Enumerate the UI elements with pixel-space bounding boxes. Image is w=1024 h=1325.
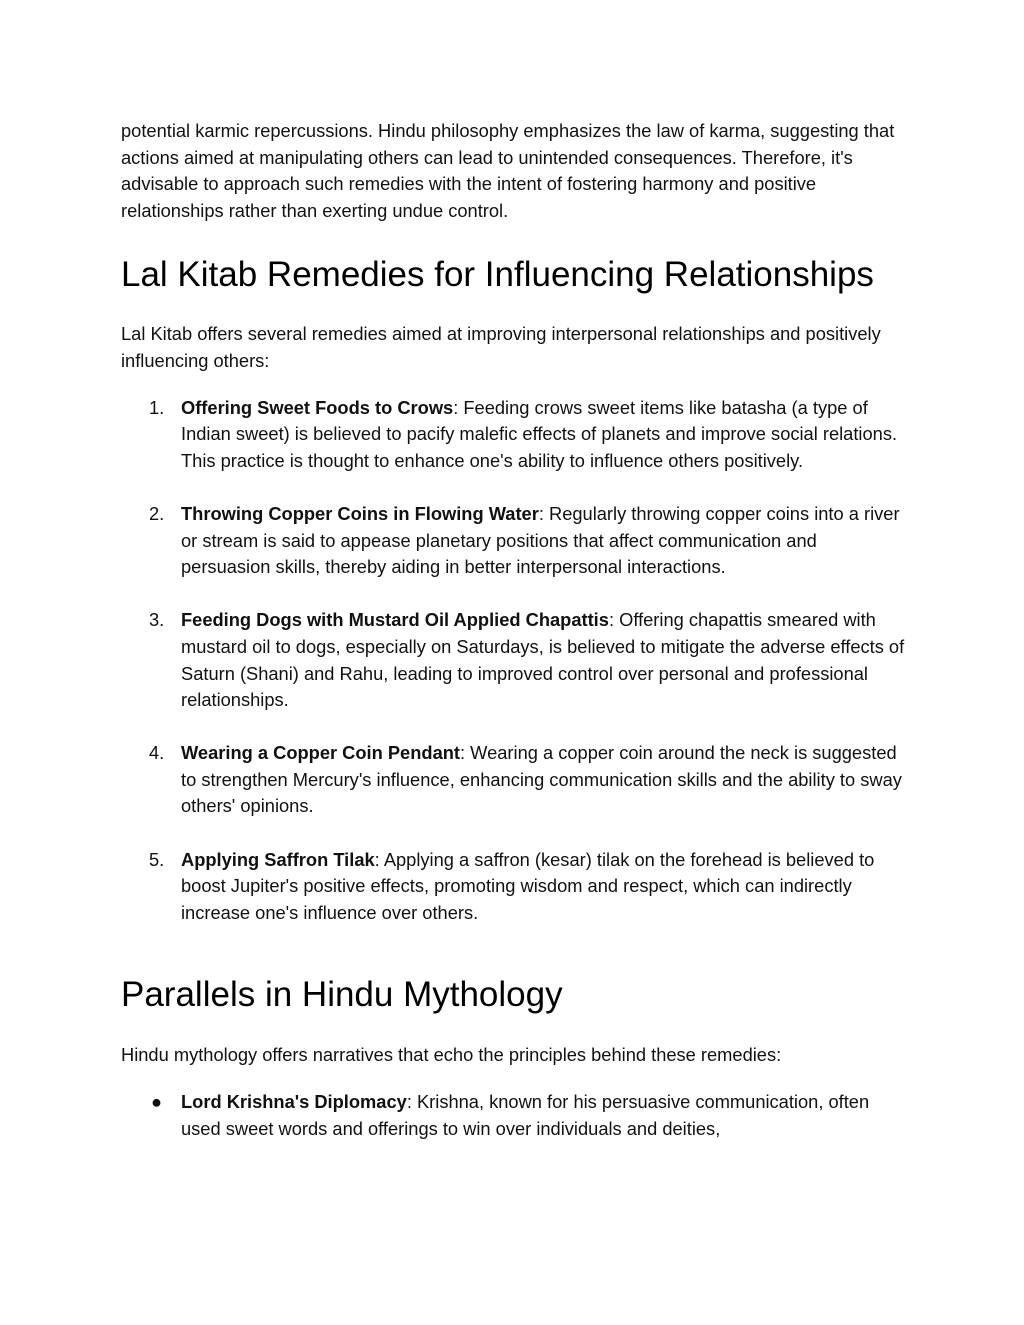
- list-item-text: : Applying a saffron (kesar) tilak on the forehead is believed to boost Jupiter's positive effects, promoting wisdom and respect, which can indirectly increase one's influence over others.: [181, 848, 875, 923]
- list-item: [121, 847, 911, 927]
- list-item-title: Offering Sweet Foods to Crows: [181, 396, 454, 418]
- list-item-text: : Krishna, known for his persuasive communication, often used sweet words and offerings to win over individuals and deities,: [181, 1091, 870, 1139]
- list-item: [121, 740, 911, 820]
- remedies-list: [121, 395, 911, 927]
- list-item: [121, 501, 911, 581]
- document-page: [121, 118, 911, 1142]
- bullet-icon: ●: [151, 1091, 163, 1113]
- list-item-text: : Offering chapattis smeared with mustard oil to dogs, especially on Saturdays, is believed to mitigate the adverse effects of Saturn (Shani) and Rahu, leading to improved control over personal and professional relationships.: [181, 609, 905, 711]
- list-number: 3.: [149, 609, 165, 631]
- list-item-text: : Regularly throwing copper coins into a river or stream is said to appease planetary positions that affect communication and persuasion skills, thereby aiding in better interpersonal interactions.: [181, 502, 900, 578]
- list-number: 1.: [149, 396, 165, 418]
- list-item-title: Feeding Dogs with Mustard Oil Applied Chapattis: [181, 609, 609, 631]
- list-item-title: Lord Krishna's Diplomacy: [181, 1091, 407, 1113]
- list-item-text: : Feeding crows sweet items like batasha (a type of Indian sweet) is believed to pacify malefic effects of planets and improve social relations. This practice is thought to enhance one's ability to influence others positively.: [181, 396, 898, 471]
- remedies-lead-paragraph: Lal Kitab offers several remedies aimed at improving interpersonal relationships and positively influencing others:: [121, 323, 881, 371]
- list-number: 5.: [149, 848, 165, 870]
- list-item: [121, 607, 911, 713]
- list-item-title: Applying Saffron Tilak: [181, 848, 375, 870]
- intro-paragraph: potential karmic repercussions. Hindu philosophy emphasizes the law of karma, suggesting that actions aimed at manipulating others can lead to unintended consequences. Therefore, it's advisable to approach such remedies with the intent of fostering harmony and positive relationships rather than exerting undue control.: [121, 120, 895, 221]
- list-number: 2.: [149, 502, 165, 524]
- list-number: 4.: [149, 742, 165, 764]
- section-heading-remedies: Lal Kitab Remedies for Influencing Relationships: [121, 255, 874, 295]
- list-item-title: Wearing a Copper Coin Pendant: [181, 742, 460, 764]
- section-heading-mythology: Parallels in Hindu Mythology: [121, 975, 563, 1015]
- list-item-text: : Wearing a copper coin around the neck is suggested to strengthen Mercury's influence, enhancing communication skills and the ability to sway others' opinions.: [181, 742, 902, 817]
- mythology-list: [121, 1089, 911, 1142]
- mythology-lead-paragraph: Hindu mythology offers narratives that echo the principles behind these remedies:: [121, 1044, 782, 1066]
- list-item: [121, 1089, 911, 1142]
- list-item: [121, 395, 911, 475]
- list-item-title: Throwing Copper Coins in Flowing Water: [181, 502, 539, 524]
